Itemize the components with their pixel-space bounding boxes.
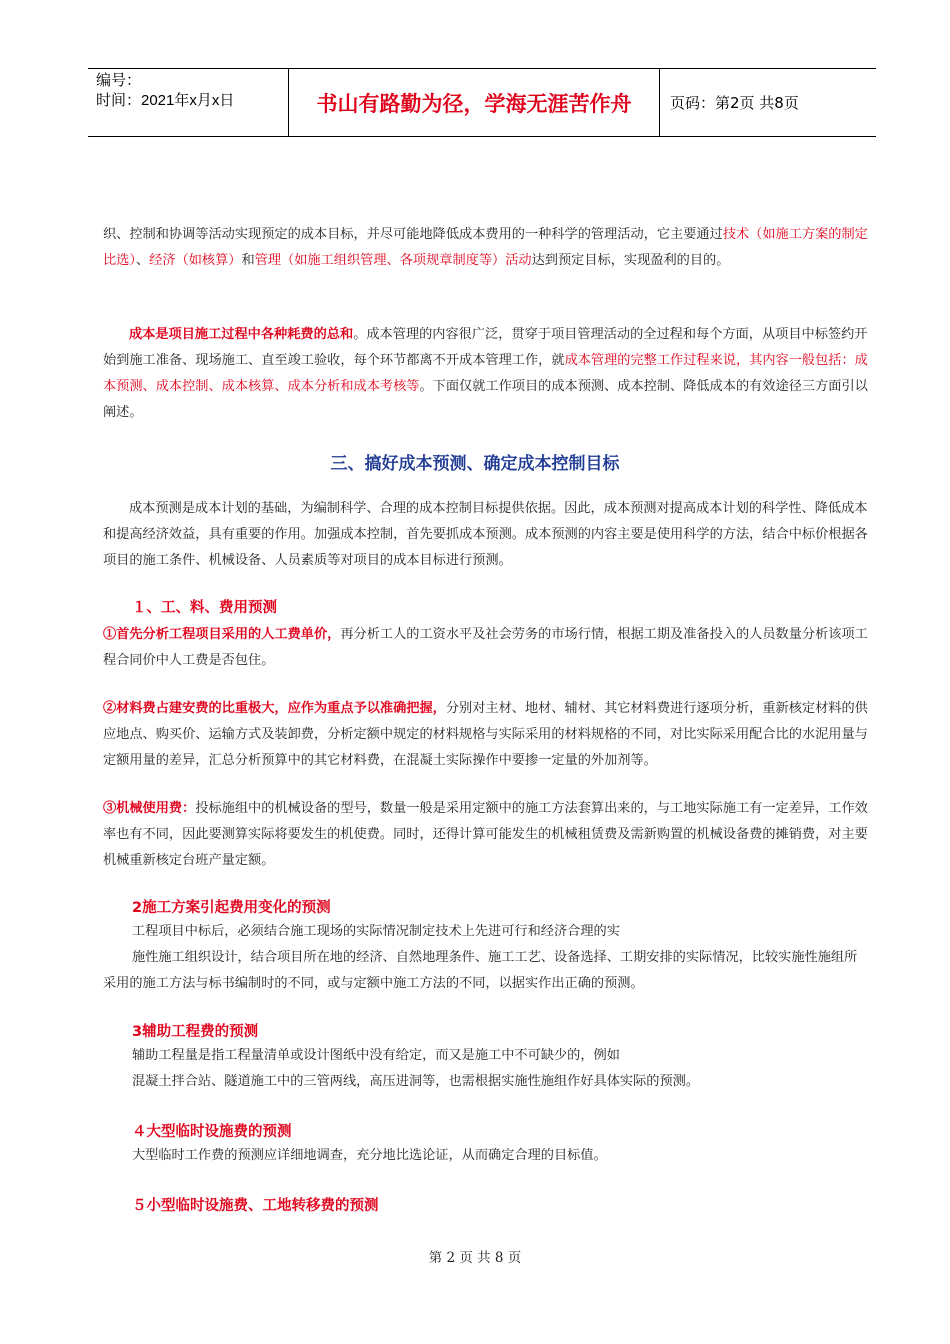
s2-line1: 工程项目中标后，必须结合施工现场的实际情况制定技术上先进可行和经济合理的实 [132, 924, 620, 939]
header-motto: 书山有路勤为径，学海无涯苦作舟 [288, 69, 660, 136]
page-header [88, 68, 876, 137]
forecast-paragraph: 成本预测是成本计划的基础，为编制科学、合理的成本控制目标提供依据。因此，成本预测对提高成本计划的科学性、降低成本和提高经济效益，具有重要的作用。加强成本控制，首先要抓成本预测。成本预测的内容主要是使用科学的方法，结合中标价根据各项目的施工条件、机械设备、人员素质等对项目的成本目标进行预测。 [103, 501, 868, 568]
cost-definition: 成本是项目施工过程中各种耗费的总和 [129, 327, 354, 342]
s1-item2-text: 分别对主材、地材、辅材、其它材料费进行逐项分析，重新核定材料的供应地点、购买价、运输方式及装卸费，分析定额中规定的材料规格与实际采用的材料规格的不同，对比实际采用配合比的水泥用量与定额用量的差异，汇总分析预算中的其它材料费，在混凝土实际操作中要掺一定量的外加剂等。 [103, 701, 868, 768]
section-title: 三、搞好成本预测、确定成本控制目标 [330, 454, 620, 474]
page-footer: 第 2 页 共 8 页 [428, 1250, 522, 1266]
intro-sep: 、 [135, 253, 150, 268]
header-meta [88, 69, 288, 136]
s1-item1 [103, 622, 868, 674]
s1-item1-text: 再分析工人的工资水平及社会劳务的市场行情，根据工期及准备投入的人员数量分析该项工程合同价中人工费是否包住。 [103, 627, 868, 668]
intro-end: 达到预定目标，实现盈利的目的。 [531, 253, 730, 268]
number-label: 编号： [96, 72, 142, 89]
s1-title: １、工、料、费用预测 [132, 600, 277, 616]
intro-sep2: 和 [241, 253, 255, 268]
intro-red-technique: 技术（如施工方案的制定比选） [103, 227, 868, 268]
s1-item2 [103, 696, 868, 774]
s3-line1: 辅助工程量是指工程量清单或设计图纸中没有给定，而又是施工中不可缺少的，例如 [132, 1048, 620, 1063]
intro-paragraph [103, 222, 868, 274]
s2-title: 2施工方案引起费用变化的预测 [132, 900, 331, 916]
intro-text: 织、控制和协调等活动实现预定的成本目标，并尽可能地降低成本费用的一种科学的管理活动，它主要通过 [103, 227, 723, 242]
s1-item2-lead: ②材料费占建安费的比重极大，应作为重点予以准确把握， [103, 701, 446, 716]
s4-line1: 大型临时工作费的预测应详细地调查，充分地比选论证，从而确定合理的目标值。 [132, 1148, 607, 1163]
s1-item3-lead: ③机械使用费： [103, 801, 196, 816]
s2-line2: 施性施工组织设计，结合项目所在地的经济、自然地理条件、施工工艺、设备选择、工期安排的实际情况，比较实施性施组所采用的施工方法与标书编制时的不同，或与定额中施工方法的不同，以据实作出正确的预测。 [103, 950, 858, 991]
cost-process-red: 成本管理的完整工作过程来说，其内容一般包括：成本预测、成本控制、成本核算、成本分析和成本考核等 [103, 353, 868, 394]
cost-paragraph [103, 322, 868, 426]
s3-line2: 混凝土拌合站、隧道施工中的三管两线，高压进洞等，也需根据实施性施组作好具体实际的预测。 [132, 1074, 700, 1089]
intro-red-economy: 经济（如核算） [149, 253, 242, 268]
s1-item3-text: 投标施组中的机械设备的型号，数量一般是采用定额中的施工方法套算出来的，与工地实际施工有一定差异，工作效率也有不同，因此要测算实际将要发生的机使费。同时，还得计算可能发生的机械租赁费及需新购置的机械设备费的摊销费，对主要机械重新核定台班产量定额。 [103, 801, 868, 868]
cost-text-2: 。下面仅就工作项目的成本预测、成本控制、降低成本的有效途径三方面引以阐述。 [103, 379, 868, 420]
s4-title: ４大型临时设施费的预测 [132, 1124, 292, 1140]
s1-item3 [103, 796, 868, 874]
time-label: 时间：2021年x月x日 [96, 92, 235, 109]
intro-red-management: 管理（如施工组织管理、各项规章制度等）活动 [254, 253, 532, 268]
s3-title: 3辅助工程费的预测 [132, 1024, 259, 1040]
cost-text-1: 。成本管理的内容很广泛，贯穿于项目管理活动的全过程和每个方面，从项目中标签约开始到施工准备、现场施工、直至竣工验收，每个环节都离不开成本管理工作，就 [103, 327, 868, 368]
header-page-label: 页码：第2页 共8页 [670, 94, 799, 112]
s5-title: ５小型临时设施费、工地转移费的预测 [132, 1198, 379, 1214]
s1-item1-lead: ①首先分析工程项目采用的人工费单价， [103, 627, 341, 642]
